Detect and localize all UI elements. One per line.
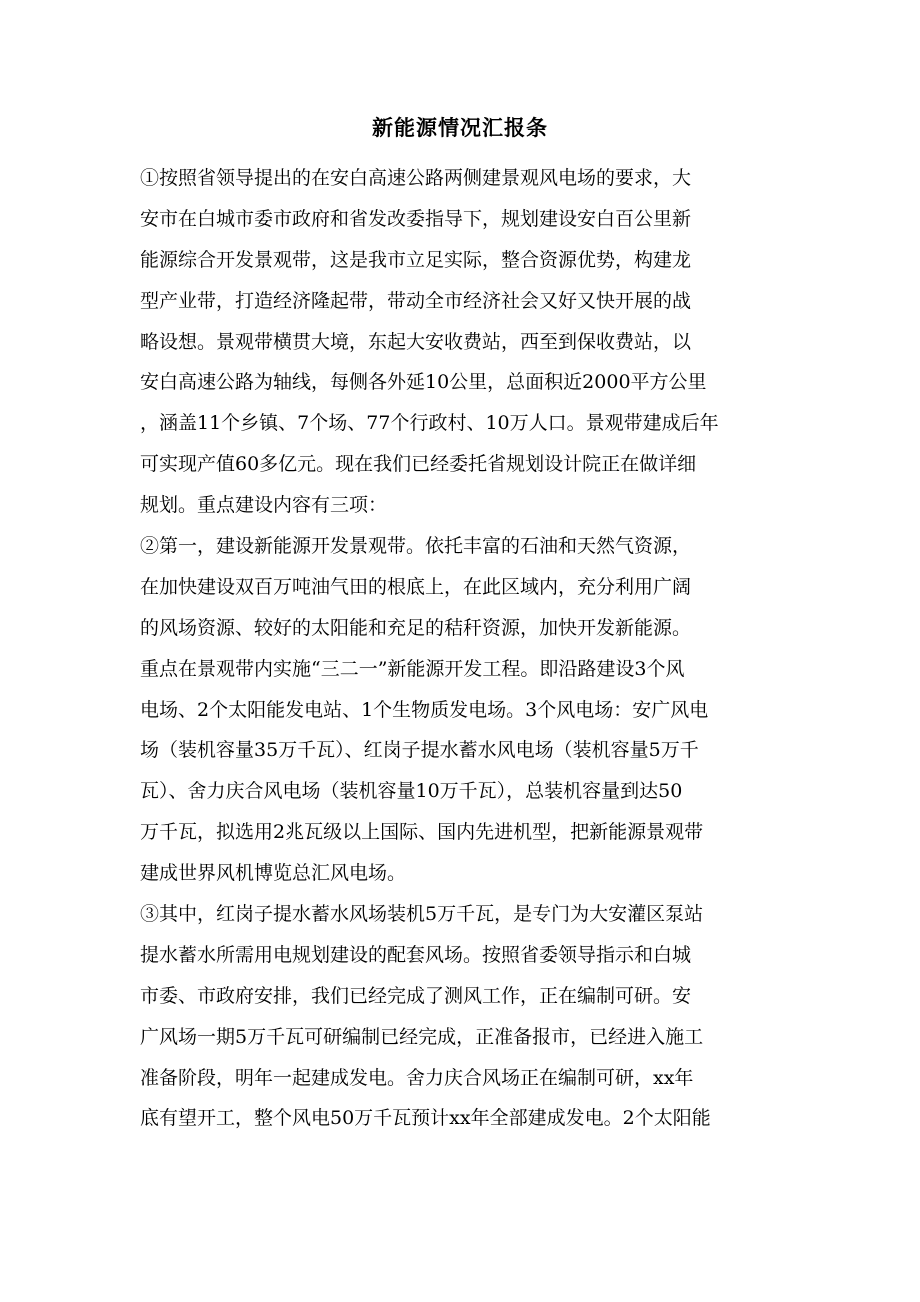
text-line: 型产业带，打造经济隆起带，带动全市经济社会又好又快开展的战 bbox=[140, 289, 692, 312]
text-line: 市委、市政府安排，我们已经完成了测风工作，正在编制可研。安 bbox=[140, 984, 692, 1007]
text-line: 略设想。景观带横贯大境，东起大安收费站，西至到保收费站，以 bbox=[140, 330, 692, 353]
text-line: 广风场一期5万千瓦可研编制已经完成，正准备报市，已经进入施工 bbox=[140, 1025, 704, 1048]
text-line: 底有望开工，整个风电50万千瓦预计xx年全部建成发电。2个太阳能 bbox=[140, 1107, 711, 1130]
document-body bbox=[140, 158, 790, 1139]
text-line: 在加快建设双百万吨油气田的根底上，在此区域内，充分利用广阔 bbox=[140, 575, 692, 598]
text-line: 重点在景观带内实施“三二一”新能源开发工程。即沿路建设3个风 bbox=[140, 657, 685, 680]
text-line: 瓦）、舍力庆合风电场（装机容量10万千瓦），总装机容量到达50 bbox=[140, 780, 683, 803]
text-line: 准备阶段，明年一起建成发电。舍力庆合风场正在编制可研，xx年 bbox=[140, 1066, 694, 1089]
text-line: ③其中，红岗子提水蓄水风场装机5万千瓦，是专门为大安灌区泵站 bbox=[140, 903, 704, 926]
text-line: 提水蓄水所需用电规划建设的配套风场。按照省委领导指示和白城 bbox=[140, 943, 692, 966]
text-line: 万千瓦，拟选用2兆瓦级以上国际、国内先进机型，把新能源景观带 bbox=[140, 821, 704, 844]
text-line: 的风场资源、较好的太阳能和充足的秸秆资源，加快开发新能源。 bbox=[140, 616, 692, 639]
text-line: 场（装机容量35万千瓦）、红岗子提水蓄水风电场（装机容量5万千 bbox=[140, 739, 699, 762]
paragraph-3 bbox=[140, 894, 790, 1139]
text-line: 建成世界风机博览总汇风电场。 bbox=[140, 862, 407, 885]
text-line: ②第一，建设新能源开发景观带。依托丰富的石油和天然气资源， bbox=[140, 535, 692, 558]
text-line: 规划。重点建设内容有三项： bbox=[140, 494, 388, 517]
text-line: 安市在白城市委市政府和省发改委指导下，规划建设安白百公里新 bbox=[140, 207, 692, 230]
text-line: ①按照省领导提出的在安白高速公路两侧建景观风电场的要求，大 bbox=[140, 167, 692, 189]
paragraph-1 bbox=[140, 158, 790, 526]
paragraph-2 bbox=[140, 526, 790, 894]
text-line: 可实现产值60多亿元。现在我们已经委托省规划设计院正在做详细 bbox=[140, 453, 697, 476]
text-line: 能源综合开发景观带，这是我市立足实际，整合资源优势，构建龙 bbox=[140, 248, 692, 271]
text-line: 电场、2个太阳能发电站、1个生物质发电场。3个风电场：安广风电 bbox=[140, 698, 709, 721]
document-title: 新能源情况汇报条 bbox=[372, 115, 548, 140]
text-line: ，涵盖11个乡镇、7个场、77个行政村、10万人口。景观带建成后年 bbox=[140, 412, 719, 435]
text-line: 安白高速公路为轴线，每侧各外延10公里，总面积近2000平方公里 bbox=[140, 371, 707, 394]
